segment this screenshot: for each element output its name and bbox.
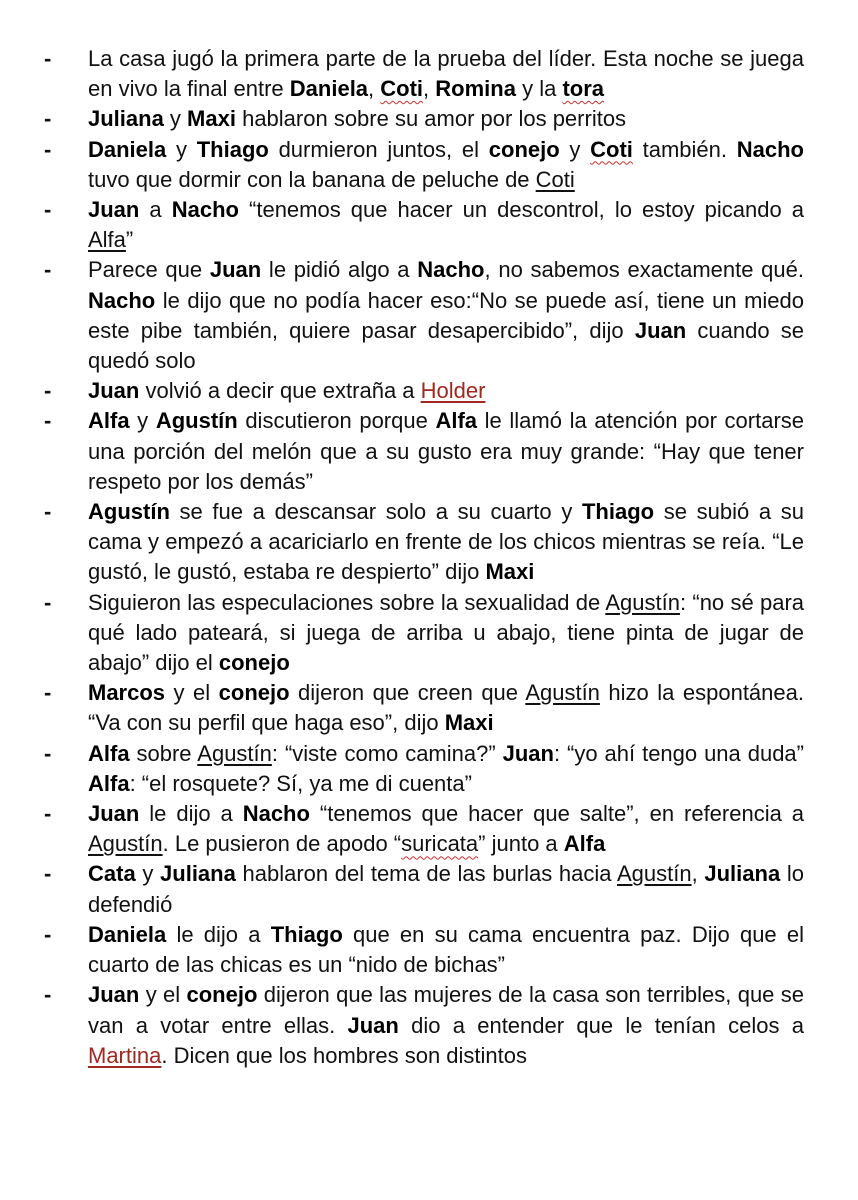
- text-run: lo defendió: [88, 861, 804, 917]
- list-item: [44, 920, 804, 980]
- text-run: y: [129, 408, 156, 434]
- list-item: [44, 799, 804, 859]
- bold-name: Juan: [88, 982, 140, 1008]
- bold-name: Juliana: [704, 861, 781, 887]
- underlined-text: Agustín: [88, 831, 163, 857]
- bullet-dash: -: [44, 197, 52, 223]
- bold-name: Alfa: [435, 408, 478, 434]
- text-run: le dijo a: [139, 801, 243, 827]
- text-run: ,: [368, 76, 381, 102]
- text-run: , no sabemos exactamente qué.: [484, 257, 805, 283]
- text-run: y la: [515, 76, 563, 102]
- list-item: [44, 588, 804, 679]
- text-run: Parece que: [88, 257, 210, 283]
- bold-name: Juliana: [88, 106, 164, 132]
- hyperlink-text[interactable]: Martina: [88, 1042, 162, 1068]
- list-item: [44, 135, 804, 195]
- bold-name: Daniela: [88, 136, 167, 162]
- bullet-dash: -: [44, 680, 52, 706]
- text-run: La casa jugó la primera parte de la prueba del líder. Esta noche se juega en vivo la final entre: [88, 46, 804, 102]
- text-run: durmieron juntos, el: [268, 136, 489, 162]
- bullet-list: [44, 44, 804, 1071]
- text-run: le pidió algo a: [261, 257, 418, 283]
- text-run: hablaron sobre su amor por los perritos: [235, 106, 627, 132]
- underlined-text: Agustín: [605, 589, 680, 615]
- underlined-text: Coti: [535, 166, 575, 192]
- bullet-dash: -: [44, 136, 52, 162]
- text-run: : “viste como camina?”: [271, 740, 503, 766]
- underlined-text: Agustín: [197, 740, 272, 766]
- list-item: [44, 497, 804, 588]
- list-item: [44, 980, 804, 1071]
- bold-name: tora: [562, 76, 604, 102]
- bold-name: Daniela: [289, 76, 369, 102]
- bold-name: Maxi: [485, 559, 535, 585]
- text-run: : “no sé para qué lado pateará, si juega de arriba u abajo, tiene pinta de jugar de abajo” dijo el: [88, 589, 805, 676]
- bold-name: Juan: [502, 740, 554, 766]
- text-run: cuando se quedó solo: [88, 317, 805, 374]
- bold-name: Nacho: [417, 257, 485, 283]
- bold-name: Juan: [88, 378, 140, 404]
- text-run: y el: [139, 982, 187, 1008]
- bold-name: Romina: [435, 76, 516, 102]
- bullet-dash: -: [44, 589, 52, 615]
- bullet-dash: -: [44, 46, 52, 71]
- bullet-dash: -: [44, 801, 52, 827]
- text-run: se subió a su cama y empezó a acariciarlo en frente de los chicos mientras se reía. “Le gustó, le gustó, estaba re despierto” dijo: [88, 499, 804, 585]
- list-item: [44, 44, 804, 104]
- text-run: sobre: [129, 740, 198, 766]
- underlined-text: Agustín: [616, 861, 692, 887]
- bullet-dash: -: [44, 740, 52, 766]
- text-run: “tenemos que hacer que salte”, en referencia a: [309, 801, 804, 827]
- bold-name: Alfa: [563, 831, 606, 857]
- text-run: . Le pusieron de apodo “: [162, 831, 402, 857]
- text-run: suricata: [401, 831, 479, 857]
- text-run: y: [166, 136, 197, 162]
- bold-name: Juan: [347, 1012, 399, 1038]
- bullet-dash: -: [44, 861, 52, 887]
- bold-name: Alfa: [88, 770, 130, 796]
- list-item: [44, 739, 804, 799]
- bold-name: Juliana: [160, 861, 236, 887]
- bullet-dash: -: [44, 257, 52, 283]
- text-run: hablaron del tema de las burlas hacia: [235, 861, 617, 887]
- bold-name: Agustín: [155, 408, 238, 434]
- bold-name: Daniela: [88, 921, 167, 947]
- bold-name: Juan: [88, 197, 140, 223]
- text-run: : “el rosquete? Sí, ya me di cuenta”: [129, 770, 472, 796]
- list-item: [44, 376, 804, 406]
- bold-name: Thiago: [581, 499, 655, 525]
- text-run: le dijo a: [166, 921, 271, 947]
- bold-name: Maxi: [187, 106, 236, 132]
- bold-name: Coti: [590, 136, 633, 162]
- bold-name: Nacho: [242, 801, 310, 827]
- text-run: “tenemos que hacer un descontrol, lo estoy picando a: [238, 197, 805, 223]
- hyperlink-text[interactable]: Holder: [420, 378, 486, 404]
- text-run: que en su cama encuentra paz. Dijo que el cuarto de las chicas es un “nido de bichas”: [88, 921, 804, 978]
- text-run: discutieron porque: [237, 408, 436, 434]
- bold-name: Agustín: [88, 499, 170, 525]
- underlined-text: Alfa: [88, 227, 126, 253]
- list-item: [44, 406, 804, 497]
- bold-name: Maxi: [444, 710, 494, 736]
- bullet-dash: -: [44, 921, 52, 947]
- bold-name: Nacho: [736, 136, 804, 162]
- bullet-dash: -: [44, 499, 52, 525]
- text-run: dijeron que creen que: [289, 680, 526, 706]
- text-run: dio a entender que le tenían celos a: [398, 1012, 805, 1038]
- bold-name: Nacho: [171, 197, 239, 223]
- bold-name: Thiago: [196, 136, 269, 162]
- text-run: Siguieron las especulaciones sobre la sexualidad de: [88, 589, 606, 615]
- bold-name: Juan: [88, 801, 140, 827]
- text-run: volvió a decir que extraña a: [139, 378, 421, 404]
- text-run: tuvo que dormir con la banana de peluche de: [88, 166, 536, 192]
- list-item: [44, 195, 804, 255]
- list-item: [44, 678, 804, 738]
- text-run: y el: [165, 680, 219, 706]
- bullet-dash: -: [44, 378, 52, 404]
- text-run: ” junto a: [478, 831, 564, 857]
- list-item: [44, 859, 804, 919]
- bold-name: Alfa: [88, 408, 130, 434]
- bold-name: Juan: [634, 317, 687, 343]
- bold-name: Marcos: [88, 680, 166, 706]
- text-run: a: [139, 197, 172, 223]
- bold-name: Alfa: [88, 740, 130, 766]
- bold-name: conejo: [218, 650, 290, 676]
- bold-name: conejo: [186, 982, 258, 1008]
- text-run: le llamó la atención por cortarse una porción del melón que a su gusto era muy grande: “Hay que tener respeto por los demás”: [88, 408, 805, 494]
- text-run: . Dicen que los hombres son distintos: [161, 1042, 527, 1068]
- bold-name: conejo: [218, 680, 290, 706]
- bold-name: Thiago: [270, 921, 343, 947]
- bullet-dash: -: [44, 408, 52, 434]
- bold-name: Nacho: [88, 287, 156, 313]
- list-item: [44, 255, 804, 376]
- text-run: : “yo ahí tengo una duda”: [553, 740, 804, 766]
- text-run: dijeron que las mujeres de la casa son terribles, que se van a votar entre ellas.: [88, 982, 804, 1038]
- underlined-text: Agustín: [525, 680, 600, 706]
- text-run: y: [163, 106, 188, 132]
- bullet-dash: -: [44, 982, 52, 1008]
- bold-name: Coti: [380, 76, 424, 102]
- text-run: ,: [423, 76, 436, 102]
- text-run: se fue a descansar solo a su cuarto y: [169, 499, 582, 525]
- list-item: [44, 104, 804, 134]
- text-run: ”: [125, 227, 134, 253]
- text-run: hizo la espontánea. “Va con su perfil que haga eso”, dijo: [88, 680, 804, 736]
- text-run: también.: [632, 136, 737, 162]
- bold-name: Juan: [209, 257, 262, 283]
- text-run: ,: [691, 861, 705, 887]
- bold-name: Cata: [88, 861, 136, 887]
- bold-name: conejo: [488, 136, 560, 162]
- bullet-dash: -: [44, 106, 52, 132]
- text-run: y: [559, 136, 591, 162]
- text-run: le dijo que no podía hacer eso:“No se puede así, tiene un miedo este pibe también, quiere pasar desapercibido”, dijo: [88, 287, 804, 343]
- text-run: y: [135, 861, 161, 887]
